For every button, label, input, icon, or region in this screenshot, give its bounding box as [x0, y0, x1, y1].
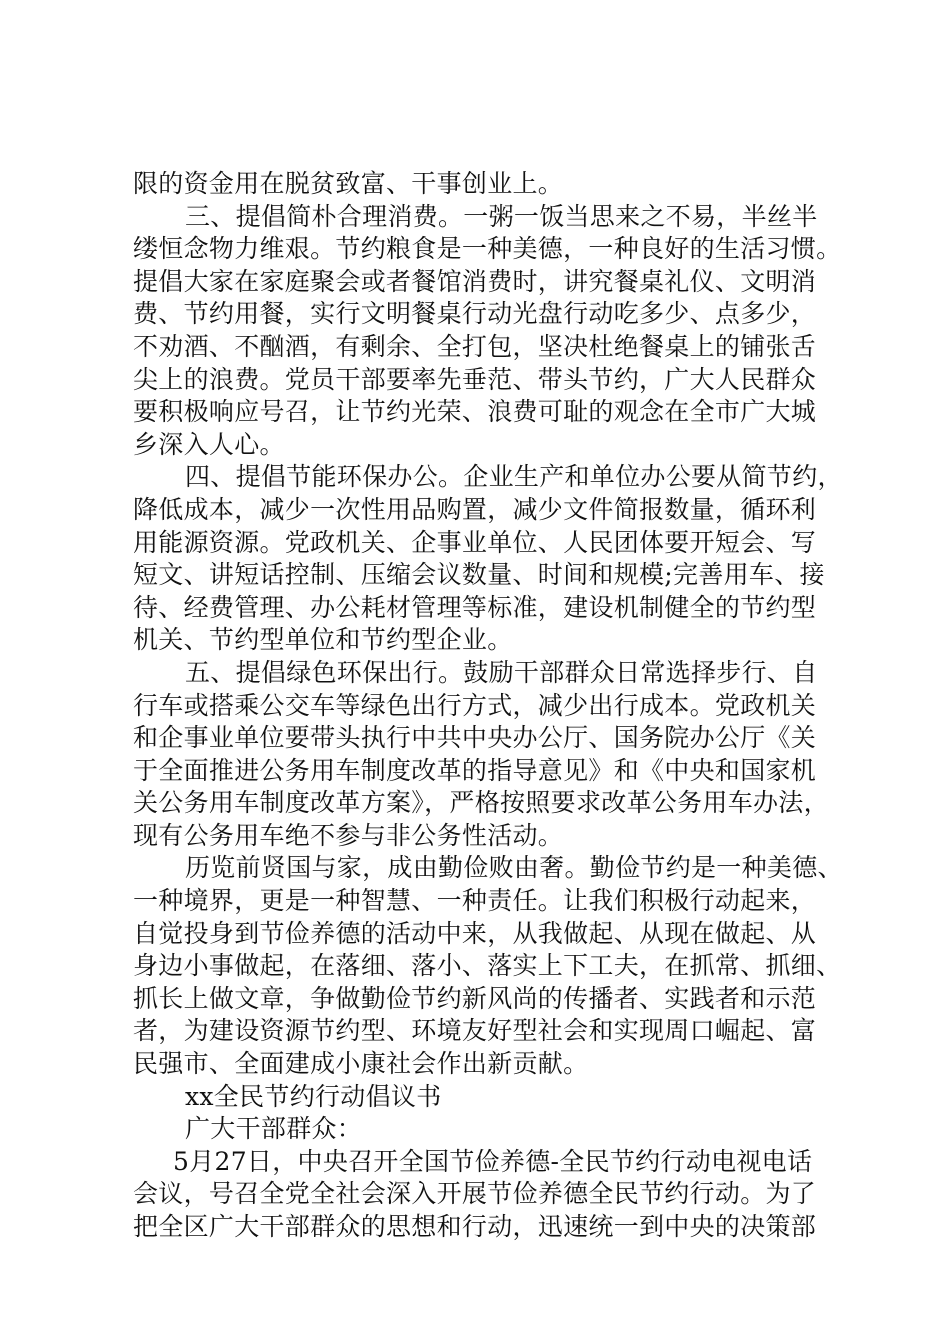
- text-line: 民强市、全面建成小康社会作出新贡献。: [133, 1049, 589, 1079]
- text-line: 关公务用车制度改革方案》，严格按照要求改革公务用车办法，: [133, 788, 829, 818]
- text-line: 三、提倡简朴合理消费。一粥一饭当思来之不易，半丝半: [185, 201, 818, 231]
- text-line: 缕恒念物力维艰。节约粮食是一种美德，一种良好的生活习惯。: [133, 234, 842, 264]
- text-line: 把全区广大干部群众的思想和行动，迅速统一到中央的决策部: [133, 1212, 817, 1241]
- text-line: 不劝酒、不酗酒，有剩余、全打包，坚决杜绝餐桌上的铺张舌: [133, 331, 817, 361]
- text-line: 历览前贤国与家，成由勤俭败由奢。勤俭节约是一种美德、: [185, 853, 843, 883]
- text-line: 降低成本，减少一次性用品购置，减少文件简报数量，循环利: [133, 494, 817, 524]
- text-line: 限的资金用在脱贫致富、干事创业上。: [133, 169, 564, 198]
- text-line: 待、经费管理、办公耗材管理等标准，建设机制健全的节约型: [133, 592, 817, 622]
- text-line: 四、提倡节能环保办公。企业生产和单位办公要从简节约，: [185, 462, 843, 492]
- text-line: 短文、讲短话控制、压缩会议数量、时间和规模;完善用车、接: [133, 560, 825, 590]
- text-line: 抓长上做文章，争做勤俭节约新风尚的传播者、实践者和示范: [133, 983, 817, 1013]
- text-line: 者，为建设资源节约型、环境友好型社会和实现周口崛起、富: [133, 1016, 817, 1046]
- text-line: 五、提倡绿色环保出行。鼓励干部群众日常选择步行、自: [185, 657, 818, 687]
- text-line: 一种境界，更是一种智慧、一种责任。让我们积极行动起来，: [133, 886, 817, 916]
- text-line: 于全面推进公务用车制度改革的指导意见》和《中央和国家机: [133, 755, 817, 785]
- text-line: xx全民节约行动倡议书: [185, 1081, 442, 1111]
- text-line: 会议，号召全党全社会深入开展节俭养德全民节约行动。为了: [133, 1179, 817, 1209]
- text-line: 用能源资源。党政机关、企事业单位、人民团体要开短会、写: [133, 527, 817, 557]
- text-line: 要积极响应号召，让节约光荣、浪费可耻的观念在全市广大城: [133, 397, 817, 427]
- text-line: 费、节约用餐，实行文明餐桌行动光盘行动吃多少、点多少，: [133, 299, 817, 329]
- text-line: 广大干部群众：: [185, 1114, 363, 1144]
- text-line: 身边小事做起，在落细、落小、落实上下工夫，在抓常、抓细、: [133, 951, 842, 981]
- text-line: 和企事业单位要带头执行中共中央办公厅、国务院办公厅《关: [133, 723, 817, 753]
- text-line: 机关、节约型单位和节约型企业。: [133, 625, 513, 655]
- text-line: 乡深入人心。: [133, 429, 285, 459]
- text-line: 现有公务用车绝不参与非公务性活动。: [133, 820, 564, 850]
- text-line: 提倡大家在家庭聚会或者餐馆消费时，讲究餐桌礼仪、文明消: [133, 266, 817, 296]
- text-line: 自觉投身到节俭养德的活动中来，从我做起、从现在做起、从: [133, 918, 817, 948]
- document-body: [133, 168, 843, 1244]
- text-line: 5月27日，中央召开全国节俭养德-全民节约行动电视电话: [173, 1146, 813, 1176]
- text-line: 行车或搭乘公交车等绿色出行方式，减少出行成本。党政机关: [133, 690, 817, 720]
- text-line: 尖上的浪费。党员干部要率先垂范、带头节约，广大人民群众: [133, 364, 817, 394]
